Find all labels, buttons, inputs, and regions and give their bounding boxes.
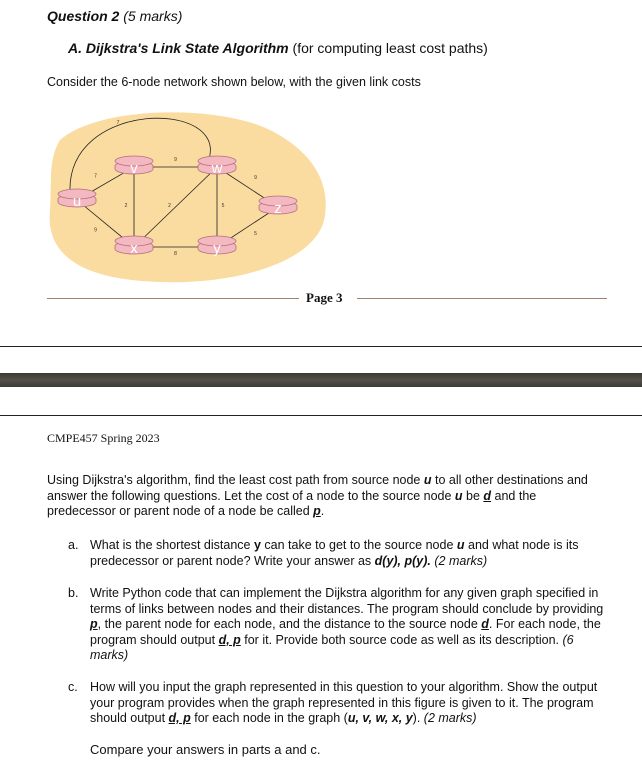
question-label: Question 2 <box>47 8 120 24</box>
section-heading: Dijkstra's Link State Algorithm <box>85 40 289 56</box>
link-cost-v-w: 9 <box>174 157 177 163</box>
text: can take to get to the source node <box>260 538 457 552</box>
output-symbols: d, p <box>168 711 191 725</box>
text: What is the shortest distance <box>90 538 254 552</box>
text: for each node in the graph ( <box>190 711 348 725</box>
question-marks: (5 marks) <box>123 8 183 24</box>
distance-symbol: d <box>481 617 489 631</box>
section-subtitle: (for computing least cost paths) <box>292 40 488 56</box>
intro-text: Consider the 6-node network shown below, with the given link costs <box>47 75 421 89</box>
link-cost-u-v: 7 <box>94 173 97 180</box>
source-node: u <box>423 473 432 487</box>
parent-symbol: p <box>90 617 98 631</box>
source-node: u <box>454 488 463 503</box>
question-b <box>68 586 608 664</box>
text: to all other destinations and answer the following questions. Let the cost of a node to the source node <box>47 473 588 503</box>
compare-instruction: Compare your answers in parts a and c. <box>90 742 321 757</box>
instructions-paragraph <box>47 473 607 520</box>
section-letter: A. <box>68 40 82 56</box>
footer-rule-left <box>47 298 299 299</box>
link-cost-w-y: 5 <box>221 203 225 209</box>
link-cost-w-z: 9 <box>254 175 257 181</box>
text: Write Python code that can implement the Dijkstra algorithm for any given graph specified in terms of links between nodes and their distances. The program should conclude by providing <box>90 586 604 616</box>
text: and the predecessor or parent node of a node be called <box>47 488 537 518</box>
router-z-label: z <box>274 200 282 217</box>
item-marks: (2 marks) <box>423 711 477 725</box>
output-symbols: d, p <box>218 632 241 647</box>
text: , the parent node for each node, and the distance to the source node <box>97 617 482 631</box>
node-list: u, v, w, x, y <box>347 711 413 725</box>
link-cost-y-z: 5 <box>254 231 257 237</box>
text: . <box>320 504 325 518</box>
text: for it. Provide both source code as well as its description. <box>240 632 563 647</box>
node-y: y <box>253 538 261 552</box>
item-marks: (2 marks) <box>430 553 488 568</box>
page-divider <box>0 346 642 347</box>
text: ). <box>412 711 424 725</box>
page-divider <box>0 415 642 416</box>
link-cost-v-x: 2 <box>124 203 128 209</box>
section-title <box>68 40 488 56</box>
text: How will you input the graph represented in this question to your algorithm. Show the output your program provides when the graph represented in this figure is given to it. The program should output <box>90 680 598 725</box>
link-cost-x-w: 2 <box>168 203 171 209</box>
text: . For each node, the program should output <box>90 617 601 647</box>
router-w-label: w <box>211 160 223 177</box>
router-x-label: x <box>130 240 138 257</box>
page-number: Page 3 <box>306 290 343 305</box>
router-v-label: v <box>130 160 138 177</box>
router-u-label: u <box>72 193 82 210</box>
answer-format: d(y), p(y). <box>374 553 431 568</box>
link-cost-u-x: 9 <box>94 227 97 234</box>
router-y-label: y <box>213 240 221 257</box>
link-cost-x-y: 8 <box>174 251 177 257</box>
text: and what node is its predecessor or parent node? Write your answer as <box>90 538 579 568</box>
question-a <box>68 538 608 569</box>
question-title <box>47 8 182 24</box>
text: be <box>462 488 484 503</box>
text: Using Dijkstra's algorithm, find the least cost path from source node <box>47 473 424 487</box>
footer-rule-right <box>357 298 607 299</box>
item-marks: (6 marks) <box>90 632 574 662</box>
course-header: CMPE457 Spring 2023 <box>47 431 160 445</box>
parent-symbol: p <box>313 504 321 518</box>
page-gap-bar <box>0 373 642 387</box>
item-label: b. <box>68 586 79 600</box>
item-label: a. <box>68 538 79 552</box>
network-graph <box>40 100 350 290</box>
link-cost-u-w: 7 <box>116 120 120 126</box>
source-node: u <box>456 538 465 552</box>
distance-symbol: d <box>483 488 492 503</box>
item-label: c. <box>68 680 78 694</box>
question-c <box>68 680 608 727</box>
